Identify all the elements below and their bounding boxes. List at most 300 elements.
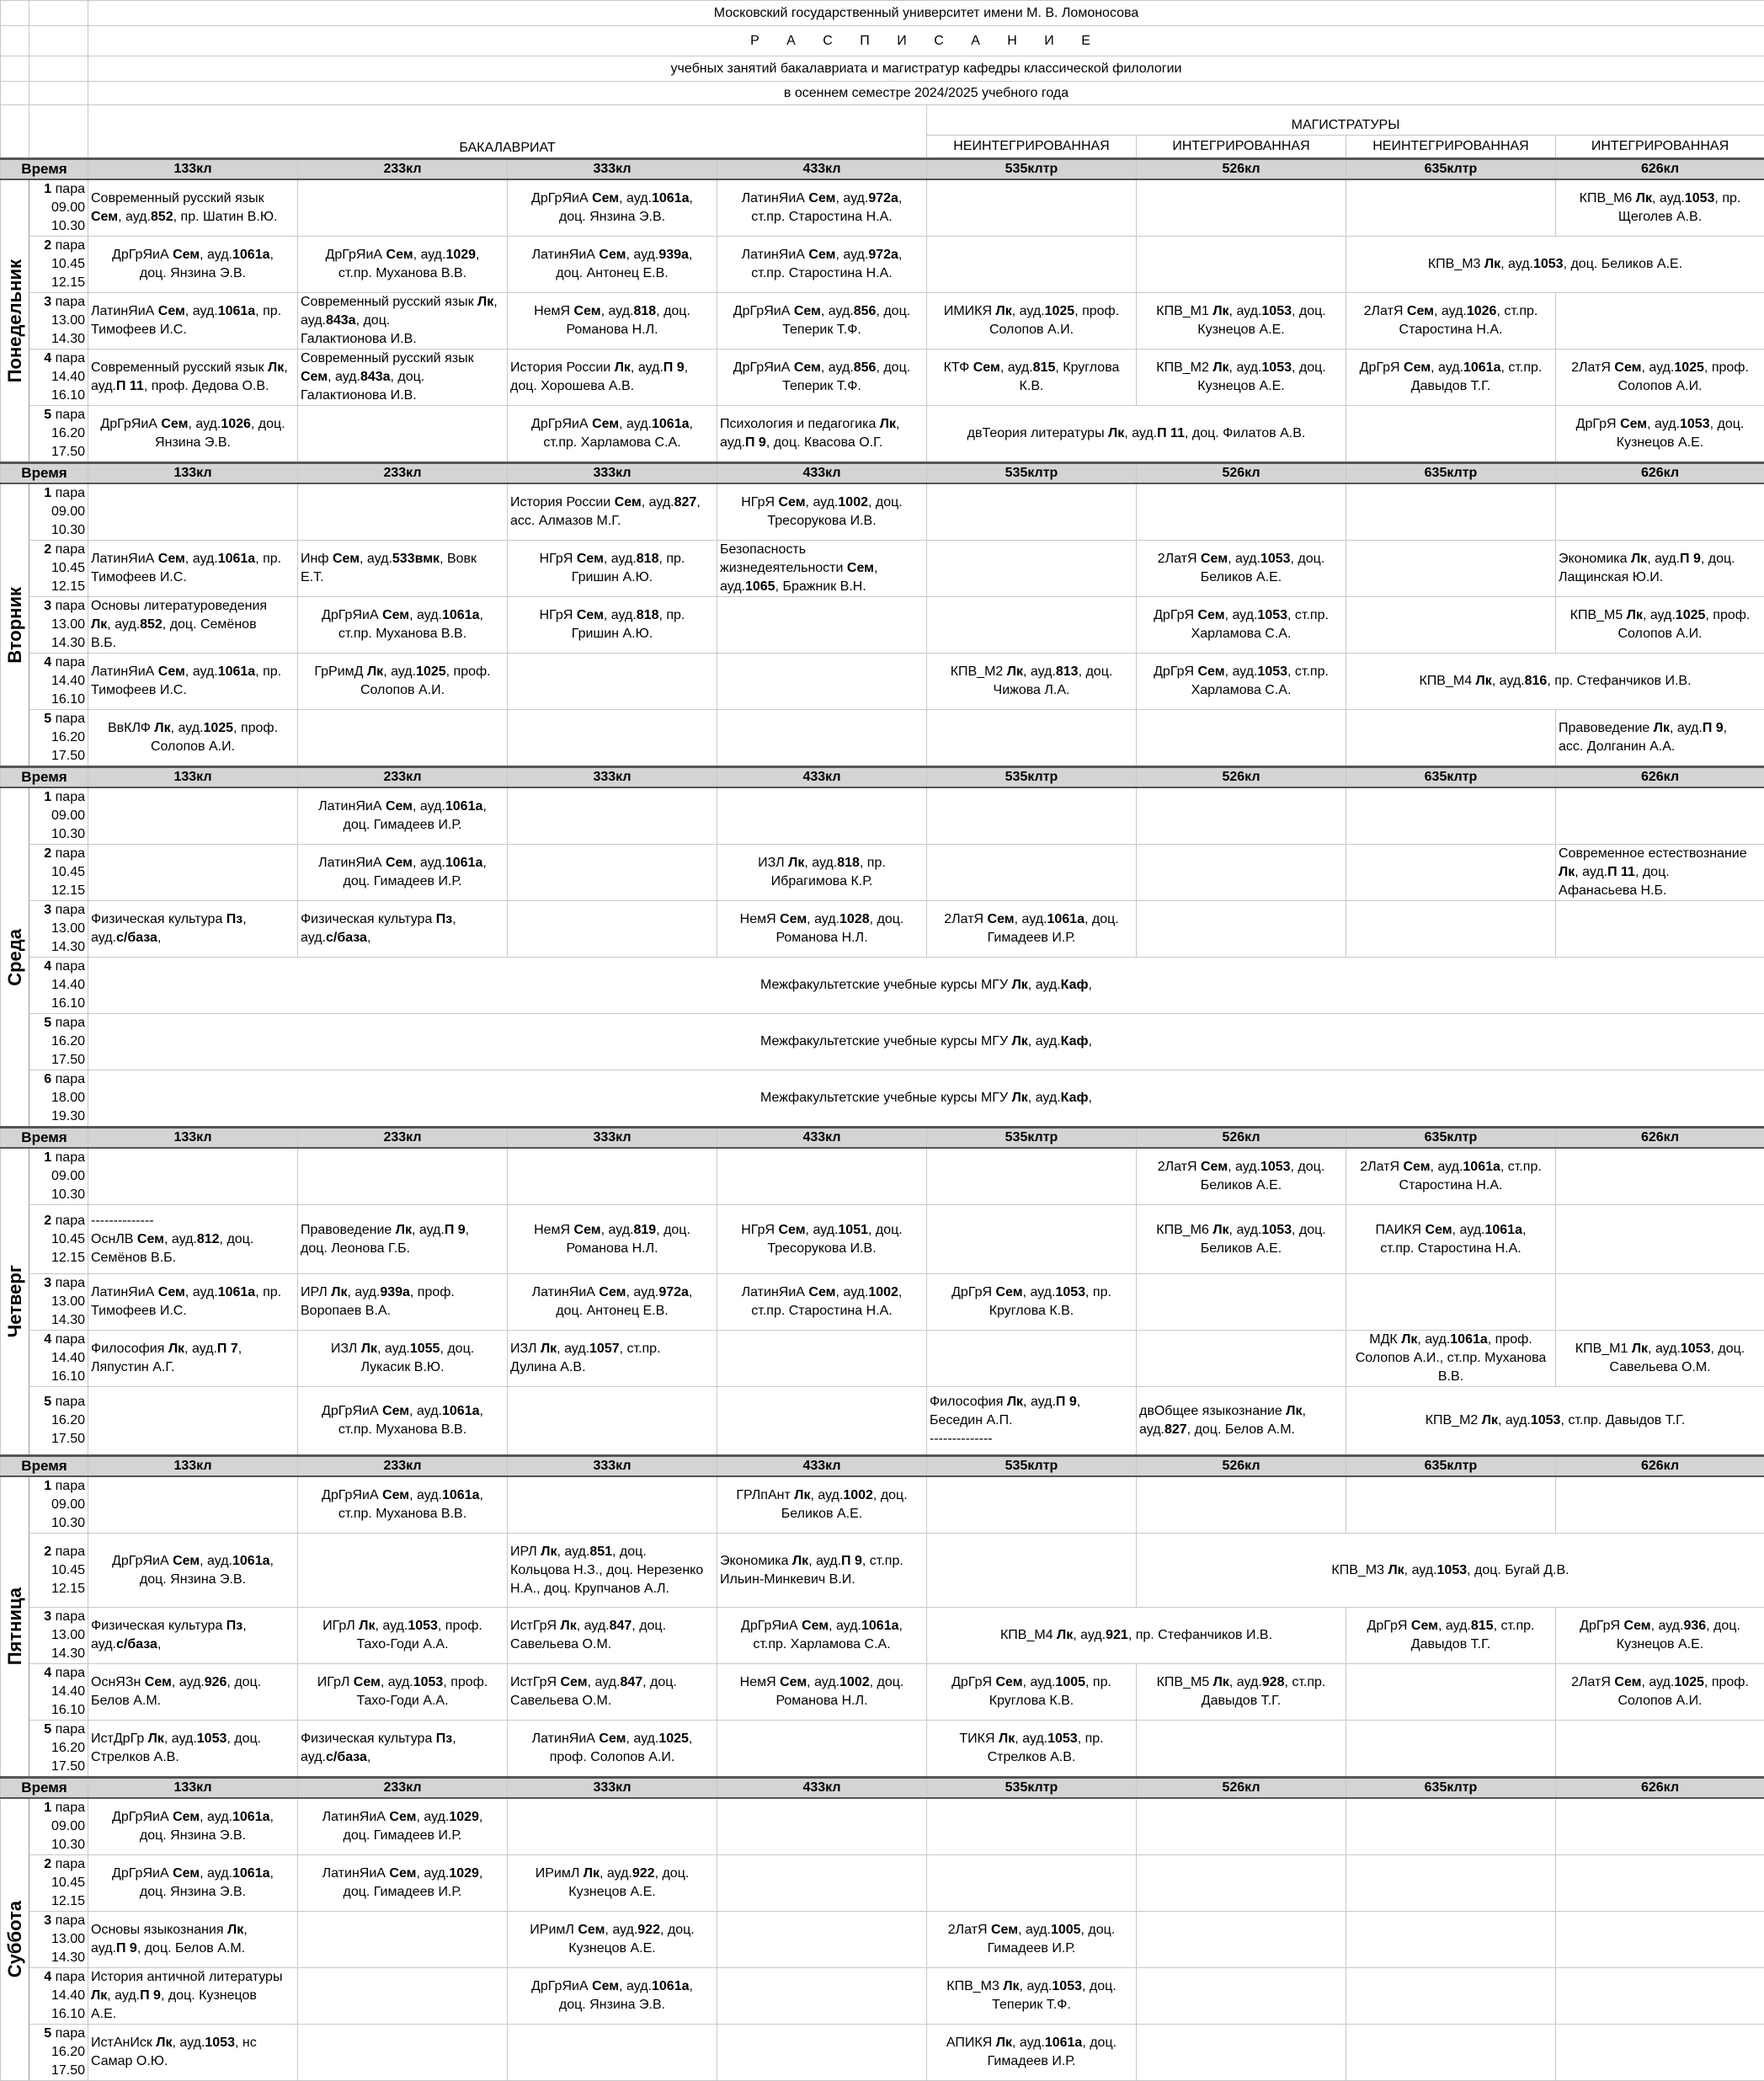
class-cell	[508, 293, 717, 350]
class-cell	[717, 1534, 927, 1608]
class-text: ИстГрЯ Лк, ауд.847, доц. Савельева О.М.	[510, 1617, 714, 1654]
class-text: КПВ_М3 Лк, ауд.1053, доц. Беликов А.Е.	[1349, 255, 1761, 274]
empty-cell	[927, 787, 1137, 845]
class-text: История России Сем, ауд.827, асс. Алмазов М.Г.	[510, 494, 714, 531]
class-cell	[1137, 293, 1346, 350]
class-text: История России Лк, ауд.П 9, доц. Хорошева А.В.	[510, 359, 714, 396]
period-times: 13.00 14.30	[32, 616, 85, 653]
class-text: ИГрЛ Лк, ауд.1053, проф. Тахо-Годи А.А.	[301, 1617, 504, 1654]
period-times: 13.00 14.30	[32, 1626, 85, 1663]
time-header: Время	[1, 767, 88, 788]
class-cell	[927, 1968, 1137, 2025]
empty-cell	[1346, 597, 1556, 654]
group-header: 433кл	[717, 463, 927, 484]
class-text: НемЯ Сем, ауд.1028, доц. Романова Н.Л.	[720, 910, 924, 947]
group-header: 433кл	[717, 767, 927, 788]
empty-cell	[717, 597, 927, 654]
period-times: 09.00 10.30	[32, 1167, 85, 1204]
class-cell	[1556, 179, 1764, 237]
empty-cell	[927, 1148, 1137, 1205]
class-cell	[1556, 1331, 1764, 1387]
schedule-row	[1, 1912, 1764, 1968]
group-header: 526кл	[1137, 767, 1346, 788]
schedule-row	[1, 1664, 1764, 1721]
class-text: ДрГрЯ Сем, ауд.936, доц. Кузнецов А.Е.	[1559, 1617, 1761, 1654]
group-header: 526кл	[1137, 159, 1346, 180]
group-header: 535клтр	[927, 1778, 1137, 1799]
blank-cell	[1, 82, 29, 105]
period-time-cell	[29, 1331, 88, 1387]
class-text: Философия Лк, ауд.П 9, Беседин А.П. --------------	[930, 1393, 1133, 1449]
empty-cell	[927, 1205, 1137, 1274]
class-text: Инф Сем, ауд.533вмк, Вовк Е.Т.	[301, 550, 504, 587]
group-header: 535клтр	[927, 463, 1137, 484]
day-name: Среда	[6, 929, 24, 986]
empty-cell	[717, 787, 927, 845]
empty-cell	[1346, 483, 1556, 541]
class-cell	[88, 901, 298, 958]
class-cell	[717, 1608, 927, 1664]
empty-cell	[717, 1721, 927, 1778]
class-text: ДрГрЯ Сем, ауд.1053, ст.пр. Харламова С.А.	[1139, 606, 1343, 643]
empty-cell	[1137, 483, 1346, 541]
empty-cell	[1137, 1331, 1346, 1387]
class-cell	[508, 1855, 717, 1912]
class-text: ЛатинЯиА Сем, ауд.1061а, доц. Гимадеев И.Р.	[301, 854, 504, 891]
period-label: 1 пара	[32, 1477, 85, 1496]
period-times: 16.20 17.50	[32, 1411, 85, 1449]
empty-cell	[1346, 845, 1556, 901]
schedule-row	[1, 1608, 1764, 1664]
empty-cell	[927, 1855, 1137, 1912]
empty-cell	[1556, 901, 1764, 958]
time-header: Время	[1, 159, 88, 180]
period-times: 09.00 10.30	[32, 503, 85, 540]
class-cell	[717, 483, 927, 541]
class-cell	[298, 845, 508, 901]
class-cell	[1137, 597, 1346, 654]
period-label: 4 пара	[32, 350, 85, 368]
empty-cell	[1137, 1855, 1346, 1912]
time-header: Время	[1, 1128, 88, 1149]
group-header: 233кл	[298, 1778, 508, 1799]
period-times: 16.20 17.50	[32, 1032, 85, 1070]
period-times: 10.45 12.15	[32, 1874, 85, 1911]
class-text: 2ЛатЯ Сем, ауд.1061а, ст.пр. Старостина Н.А.	[1349, 1158, 1553, 1195]
empty-cell	[1556, 1148, 1764, 1205]
class-text: Основы языкознания Лк, ауд.П 9, доц. Белов А.М.	[91, 1921, 295, 1958]
class-text: ИРЛ Лк, ауд.851, доц. Кольцова Н.З., доц. Нерезенко Н.А., доц. Крупчанов А.Л.	[510, 1543, 714, 1598]
class-text: НемЯ Сем, ауд.819, доц. Романова Н.Л.	[510, 1221, 714, 1258]
semester-line: в осеннем семестре 2024/2025 учебного года	[88, 82, 1764, 105]
class-text: ИРимЛ Сем, ауд.922, доц. Кузнецов А.Е.	[510, 1921, 714, 1958]
period-time-cell	[29, 1721, 88, 1778]
class-text: ИЗЛ Лк, ауд.1057, ст.пр. Дулина А.В.	[510, 1340, 714, 1377]
empty-cell	[1346, 1855, 1556, 1912]
period-times: 14.40 16.10	[32, 672, 85, 709]
class-text: Правоведение Лк, ауд.П 9, асс. Долганин А.А.	[1559, 719, 1761, 756]
schedule-row	[1, 293, 1764, 350]
class-cell	[1346, 350, 1556, 406]
class-cell	[88, 1274, 298, 1331]
blank-cell	[29, 56, 88, 82]
class-text: Экономика Лк, ауд.П 9, доц. Лащинская Ю.И.	[1559, 550, 1761, 587]
period-times: 10.45 12.15	[32, 255, 85, 292]
period-label: 2 пара	[32, 541, 85, 559]
class-text: Правоведение Лк, ауд.П 9, доц. Леонова Г.Б.	[301, 1221, 504, 1258]
empty-cell	[508, 1148, 717, 1205]
class-cell	[298, 787, 508, 845]
period-time-cell	[29, 541, 88, 597]
period-time-cell	[29, 787, 88, 845]
empty-cell	[1346, 901, 1556, 958]
class-cell	[88, 406, 298, 463]
class-cell	[927, 1387, 1137, 1456]
period-label: 5 пара	[32, 1721, 85, 1739]
class-cell	[508, 1331, 717, 1387]
class-cell	[508, 350, 717, 406]
class-text: КПВ_М2 Лк, ауд.1053, ст.пр. Давыдов Т.Г.	[1349, 1411, 1761, 1430]
class-text: ГРЛпАнт Лк, ауд.1002, доц. Беликов А.Е.	[720, 1486, 924, 1523]
class-text: -------------- ОснЛВ Сем, ауд.812, доц. Семёнов В.Б.	[91, 1212, 295, 1267]
class-cell	[508, 1968, 717, 2025]
empty-cell	[717, 1148, 927, 1205]
group-header: 133кл	[88, 159, 298, 180]
class-text: Психология и педагогика Лк, ауд.П 9, доц. Квасова О.Г.	[720, 415, 924, 452]
class-text: ДрГрЯиА Сем, ауд.1026, доц. Янзина Э.В.	[91, 415, 295, 452]
class-cell	[298, 1331, 508, 1387]
period-times: 09.00 10.30	[32, 199, 85, 236]
period-times: 13.00 14.30	[32, 1930, 85, 1967]
class-text: Физическая культура Пз, ауд.с/база,	[301, 910, 504, 947]
group-header: 333кл	[508, 1456, 717, 1477]
day-label	[1, 787, 29, 1128]
class-cell	[88, 1798, 298, 1855]
class-cell	[88, 1534, 298, 1608]
period-time-cell	[29, 1014, 88, 1070]
class-cell	[1346, 654, 1764, 710]
class-cell	[717, 1664, 927, 1721]
group-header: 333кл	[508, 159, 717, 180]
empty-cell	[1137, 710, 1346, 767]
period-times: 14.40 16.10	[32, 976, 85, 1013]
class-text: Физическая культура Пз, ауд.с/база,	[91, 1617, 295, 1654]
class-cell	[717, 179, 927, 237]
blank-cell	[29, 1, 88, 26]
group-header: 133кл	[88, 767, 298, 788]
class-text: Межфакультетские учебные курсы МГУ Лк, ауд.Каф,	[91, 1032, 1761, 1051]
empty-cell	[927, 483, 1137, 541]
class-cell	[1346, 1205, 1556, 1274]
class-text: КТФ Сем, ауд.815, Круглова К.В.	[930, 359, 1133, 396]
group-header: 333кл	[508, 1128, 717, 1149]
schedule-row	[1, 1331, 1764, 1387]
class-text: ДрГрЯ Сем, ауд.1061а, ст.пр. Давыдов Т.Г.	[1349, 359, 1553, 396]
group-header: 526кл	[1137, 1456, 1346, 1477]
day-label	[1, 483, 29, 767]
empty-cell	[927, 1798, 1137, 1855]
class-cell	[717, 406, 927, 463]
class-cell	[927, 1608, 1346, 1664]
class-text: ЛатинЯиА Сем, ауд.972а, доц. Антонец Е.В.	[510, 1283, 714, 1321]
class-cell	[88, 1331, 298, 1387]
empty-cell	[508, 710, 717, 767]
period-label: 2 пара	[32, 1543, 85, 1561]
class-text: Физическая культура Пз, ауд.с/база,	[301, 1730, 504, 1767]
group-header: 133кл	[88, 1456, 298, 1477]
period-label: 5 пара	[32, 406, 85, 424]
period-time-cell	[29, 1205, 88, 1274]
period-time-cell	[29, 293, 88, 350]
empty-cell	[508, 787, 717, 845]
class-text: КПВ_М4 Лк, ауд.816, пр. Стефанчиков И.В.	[1349, 672, 1761, 691]
group-header: 626кл	[1556, 767, 1764, 788]
period-time-cell	[29, 1912, 88, 1968]
period-time-cell	[29, 654, 88, 710]
class-cell	[88, 654, 298, 710]
blank-cell	[1, 105, 29, 159]
class-text: НГрЯ Сем, ауд.818, пр. Гришин А.Ю.	[510, 550, 714, 587]
class-text: ЛатинЯиА Сем, ауд.1029, доц. Гимадеев И.Р.	[301, 1865, 504, 1902]
group-header: 535клтр	[927, 1456, 1137, 1477]
group-header: 133кл	[88, 1128, 298, 1149]
period-label: 2 пара	[32, 237, 85, 255]
class-text: ВвКЛФ Лк, ауд.1025, проф. Солопов А.И.	[91, 719, 295, 756]
class-cell	[927, 654, 1137, 710]
class-cell	[508, 1534, 717, 1608]
period-time-cell	[29, 1387, 88, 1456]
class-cell	[88, 1968, 298, 2025]
class-text: Экономика Лк, ауд.П 9, ст.пр. Ильин-Минкевич В.И.	[720, 1552, 924, 1589]
class-cell	[88, 179, 298, 237]
period-time-cell	[29, 1476, 88, 1534]
class-text: Основы литературоведения Лк, ауд.852, доц. Семёнов В.Б.	[91, 597, 295, 653]
column-header-row	[1, 1778, 1764, 1799]
period-label: 3 пара	[32, 1274, 85, 1293]
class-cell	[88, 1664, 298, 1721]
class-cell	[927, 350, 1137, 406]
master-subheading: НЕИНТЕГРИРОВАННАЯ	[1346, 136, 1556, 159]
class-cell	[508, 541, 717, 597]
period-times: 10.45 12.15	[32, 559, 85, 596]
empty-cell	[1137, 179, 1346, 237]
class-text: КПВ_М3 Лк, ауд.1053, доц. Теперик Т.Ф.	[930, 1977, 1133, 2014]
empty-cell	[508, 1798, 717, 1855]
period-times: 16.20 17.50	[32, 424, 85, 462]
empty-cell	[927, 1476, 1137, 1534]
period-label: 3 пара	[32, 293, 85, 312]
class-cell	[1346, 293, 1556, 350]
empty-cell	[508, 1476, 717, 1534]
class-text: Физическая культура Пз, ауд.с/база,	[91, 910, 295, 947]
class-cell	[508, 1664, 717, 1721]
empty-cell	[88, 787, 298, 845]
empty-cell	[927, 845, 1137, 901]
class-cell	[298, 1387, 508, 1456]
class-text: Современный русский язык Лк, ауд.П 11, проф. Дедова О.В.	[91, 359, 295, 396]
period-times: 10.45 12.15	[32, 1561, 85, 1598]
class-cell	[1346, 1608, 1556, 1664]
class-text: 2ЛатЯ Сем, ауд.1026, ст.пр. Старостина Н.А.	[1349, 302, 1553, 339]
schedule-row	[1, 1968, 1764, 2025]
empty-cell	[1556, 2025, 1764, 2081]
class-cell	[88, 1070, 1764, 1128]
class-text: ИЗЛ Лк, ауд.818, пр. Ибрагимова К.Р.	[720, 854, 924, 891]
class-cell	[508, 406, 717, 463]
class-text: ЛатинЯиА Сем, ауд.1029, доц. Гимадеев И.Р.	[301, 1808, 504, 1845]
group-header: 626кл	[1556, 1778, 1764, 1799]
empty-cell	[1137, 1274, 1346, 1331]
period-time-cell	[29, 958, 88, 1014]
period-time-cell	[29, 1534, 88, 1608]
empty-cell	[927, 179, 1137, 237]
period-label: 4 пара	[32, 654, 85, 672]
class-text: Современное естествознание Лк, ауд.П 11, доц. Афанасьева Н.Б.	[1559, 845, 1761, 900]
period-time-cell	[29, 350, 88, 406]
group-header: 626кл	[1556, 1456, 1764, 1477]
class-text: НГрЯ Сем, ауд.1002, доц. Тресорукова И.В.	[720, 494, 924, 531]
empty-cell	[1137, 1798, 1346, 1855]
class-text: ДрГрЯ Сем, ауд.1053, ст.пр. Харламова С.А.	[1139, 663, 1343, 700]
class-cell	[508, 597, 717, 654]
schedule-row	[1, 2025, 1764, 2081]
class-cell	[717, 350, 927, 406]
class-cell	[88, 597, 298, 654]
day-name: Пятница	[6, 1587, 24, 1665]
schedule-row	[1, 710, 1764, 767]
class-cell	[508, 483, 717, 541]
period-times: 18.00 19.30	[32, 1089, 85, 1126]
class-cell	[298, 1798, 508, 1855]
period-time-cell	[29, 483, 88, 541]
class-text: ДрГрЯиА Сем, ауд.1061а, доц. Янзина Э.В.	[91, 246, 295, 283]
empty-cell	[1556, 1205, 1764, 1274]
empty-cell	[298, 1534, 508, 1608]
class-text: КПВ_М2 Лк, ауд.813, доц. Чижова Л.А.	[930, 663, 1133, 700]
empty-cell	[298, 1968, 508, 2025]
empty-cell	[88, 1387, 298, 1456]
class-text: ДрГрЯиА Сем, ауд.1061а, ст.пр. Муханова В.В.	[301, 1402, 504, 1439]
period-times: 10.45 12.15	[32, 1230, 85, 1267]
class-cell	[88, 710, 298, 767]
blank-cell	[1, 1, 29, 26]
column-header-row	[1, 767, 1764, 788]
period-time-cell	[29, 1798, 88, 1855]
schedule-row	[1, 541, 1764, 597]
empty-cell	[1556, 1855, 1764, 1912]
empty-cell	[1556, 483, 1764, 541]
group-header: 333кл	[508, 1778, 717, 1799]
day-name: Четверг	[6, 1265, 24, 1337]
class-cell	[88, 1855, 298, 1912]
class-cell	[1137, 1387, 1346, 1456]
class-text: ДрГрЯиА Сем, ауд.856, доц. Теперик Т.Ф.	[720, 359, 924, 396]
empty-cell	[1137, 901, 1346, 958]
period-times: 14.40 16.10	[32, 368, 85, 405]
schedule-row	[1, 483, 1764, 541]
class-cell	[88, 2025, 298, 2081]
empty-cell	[298, 1912, 508, 1968]
empty-cell	[717, 2025, 927, 2081]
period-label: 3 пара	[32, 1912, 85, 1930]
schedule-row	[1, 179, 1764, 237]
empty-cell	[1137, 845, 1346, 901]
class-cell	[1556, 845, 1764, 901]
empty-cell	[1556, 1274, 1764, 1331]
column-header-row	[1, 1456, 1764, 1477]
group-header: 535клтр	[927, 159, 1137, 180]
class-text: КПВ_М5 Лк, ауд.1025, проф. Солопов А.И.	[1559, 606, 1761, 643]
empty-cell	[1346, 406, 1556, 463]
empty-cell	[1137, 787, 1346, 845]
schedule-row	[1, 237, 1764, 293]
period-times: 14.40 16.10	[32, 1349, 85, 1386]
empty-cell	[1556, 1798, 1764, 1855]
group-header: 535клтр	[927, 1128, 1137, 1149]
period-label: 3 пара	[32, 1608, 85, 1626]
empty-cell	[927, 597, 1137, 654]
class-text: КПВ_М2 Лк, ауд.1053, доц. Кузнецов А.Е.	[1139, 359, 1343, 396]
period-label: 1 пара	[32, 1149, 85, 1167]
group-header: 526кл	[1137, 1778, 1346, 1799]
empty-cell	[298, 179, 508, 237]
period-times: 09.00 10.30	[32, 1496, 85, 1533]
period-label: 2 пара	[32, 1855, 85, 1874]
empty-cell	[1346, 2025, 1556, 2081]
period-label: 1 пара	[32, 1799, 85, 1817]
day-label	[1, 1148, 29, 1456]
day-name: Понедельник	[6, 259, 24, 382]
empty-cell	[508, 2025, 717, 2081]
class-text: ДрГрЯиА Сем, ауд.1061а, доц. Янзина Э.В.	[91, 1552, 295, 1589]
period-label: 1 пара	[32, 788, 85, 807]
period-time-cell	[29, 2025, 88, 2081]
class-cell	[298, 1274, 508, 1331]
period-time-cell	[29, 901, 88, 958]
class-cell	[717, 293, 927, 350]
empty-cell	[1137, 1968, 1346, 2025]
period-label: 4 пара	[32, 1968, 85, 1987]
class-text: ЛатинЯиА Сем, ауд.1061а, доц. Гимадеев И.Р.	[301, 798, 504, 835]
schedule-row	[1, 1534, 1764, 1608]
period-time-cell	[29, 845, 88, 901]
class-text: ИРимЛ Лк, ауд.922, доц. Кузнецов А.Е.	[510, 1865, 714, 1902]
class-text: ИстДрГр Лк, ауд.1053, доц. Стрелков А.В.	[91, 1730, 295, 1767]
class-text: КПВ_М6 Лк, ауд.1053, пр. Щеголев А.В.	[1559, 189, 1761, 227]
schedule-row	[1, 901, 1764, 958]
class-text: Межфакультетские учебные курсы МГУ Лк, ауд.Каф,	[91, 1089, 1761, 1107]
empty-cell	[1346, 1721, 1556, 1778]
group-header: 635клтр	[1346, 1128, 1556, 1149]
class-cell	[1346, 1148, 1556, 1205]
empty-cell	[508, 845, 717, 901]
class-text: ДрГрЯиА Сем, ауд.1061а, доц. Янзина Э.В.	[510, 189, 714, 227]
period-times: 10.45 12.15	[32, 863, 85, 900]
class-text: ДрГрЯиА Сем, ауд.1061а, доц. Янзина Э.В.	[91, 1865, 295, 1902]
class-text: История античной литературы Лк, ауд.П 9, доц. Кузнецов А.Е.	[91, 1968, 295, 2024]
class-text: двОбщее языкознание Лк, ауд.827, доц. Белов А.М.	[1139, 1402, 1343, 1439]
empty-cell	[298, 1148, 508, 1205]
period-label: 1 пара	[32, 484, 85, 503]
empty-cell	[1556, 293, 1764, 350]
schedule-row	[1, 787, 1764, 845]
time-header: Время	[1, 463, 88, 484]
period-time-cell	[29, 179, 88, 237]
empty-cell	[508, 901, 717, 958]
period-time-cell	[29, 1664, 88, 1721]
class-cell	[927, 2025, 1137, 2081]
class-text: Современный русский язык Сем, ауд.843а, доц. Галактионова И.В.	[301, 350, 504, 405]
